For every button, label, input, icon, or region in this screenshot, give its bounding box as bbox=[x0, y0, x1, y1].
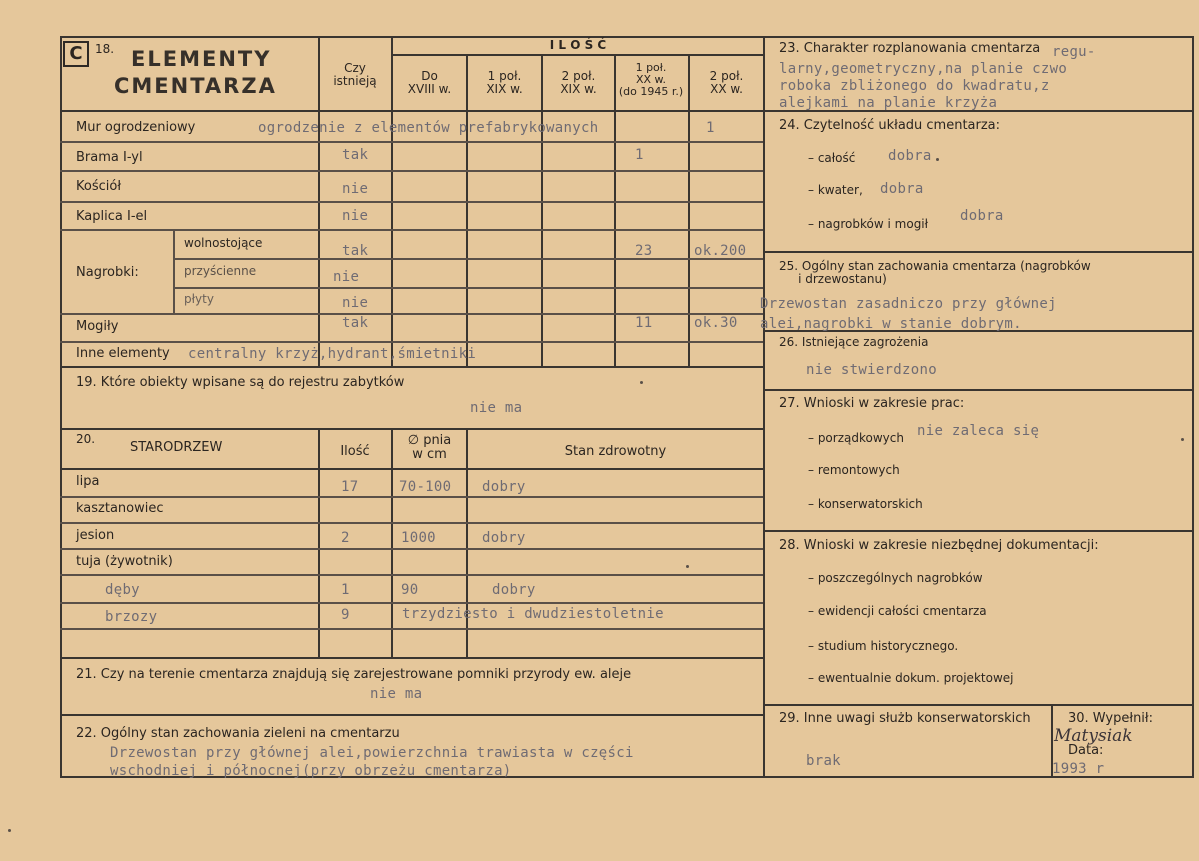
tree-name: kasztanowiec bbox=[76, 501, 164, 516]
col-xx-2: 2 poł. XX w. bbox=[709, 69, 744, 97]
title-line2: CMENTARZA bbox=[114, 74, 277, 98]
section-letter-box: C bbox=[63, 41, 89, 67]
s25-line2: alei,nagrobki w stanie dobrym. bbox=[760, 316, 1022, 332]
rule bbox=[466, 54, 468, 366]
col-xix-1: 1 poł. XIX w. bbox=[486, 69, 523, 97]
speck bbox=[640, 381, 643, 384]
rule bbox=[466, 428, 468, 658]
row-przy-exists: nie bbox=[333, 269, 360, 285]
s28-label: 28. Wnioski w zakresie niezbędnej dokumentacji: bbox=[779, 538, 1099, 553]
s24-calosc: – całość bbox=[808, 151, 856, 165]
s29-label: 29. Inne uwagi służb konserwatorskich bbox=[779, 711, 1031, 726]
rule bbox=[688, 54, 690, 366]
row-przy-label: przyścienne bbox=[184, 264, 257, 278]
rule bbox=[60, 141, 763, 143]
rule bbox=[60, 602, 763, 604]
s30-date: 1993 r bbox=[1052, 761, 1105, 777]
s27-label: 27. Wnioski w zakresie prac: bbox=[779, 396, 965, 411]
row-wolno-xx2: ok.200 bbox=[694, 243, 747, 259]
s27-porzadkowych-value: nie zaleca się bbox=[917, 423, 1040, 439]
rule bbox=[1192, 36, 1194, 778]
tree-name: tuja (żywotnik) bbox=[76, 554, 173, 569]
rule bbox=[60, 522, 763, 524]
row-wolno-exists: tak bbox=[342, 243, 369, 259]
tree-dia: 90 bbox=[401, 582, 419, 598]
s19-value: nie ma bbox=[470, 400, 523, 416]
speck bbox=[8, 829, 11, 832]
tree-dia: 1000 bbox=[401, 530, 436, 546]
row-mur-label: Mur ogrodzeniowy bbox=[76, 120, 196, 135]
row-wolno-label: wolnostojące bbox=[184, 236, 263, 250]
s24-kwater-value: dobra bbox=[880, 181, 924, 197]
rule bbox=[60, 366, 763, 368]
rule bbox=[60, 229, 763, 231]
s20-col-ilosc: Ilość bbox=[340, 444, 370, 459]
s23-line1: regu- bbox=[1052, 44, 1096, 60]
row-plyty-exists: nie bbox=[342, 295, 369, 311]
s24-calosc-value: dobra bbox=[888, 148, 932, 164]
rule bbox=[60, 110, 763, 112]
tree-name: lipa bbox=[76, 474, 100, 489]
s30-date-label: Data: bbox=[1068, 743, 1104, 758]
tree-name: jesion bbox=[76, 528, 115, 543]
rule bbox=[60, 496, 763, 498]
tree-state: dobry bbox=[482, 479, 526, 495]
s24-kwater: – kwater, bbox=[808, 183, 863, 197]
rule bbox=[60, 36, 1194, 38]
rule bbox=[541, 54, 543, 366]
tree-name: dęby bbox=[105, 582, 140, 598]
rule bbox=[60, 36, 62, 778]
title-line1: ELEMENTY bbox=[131, 47, 272, 71]
section-number: 18. bbox=[95, 42, 115, 56]
s20-number: 20. bbox=[76, 432, 96, 446]
tree-qty: 9 bbox=[341, 607, 350, 623]
row-mogily-label: Mogiły bbox=[76, 319, 119, 334]
rule bbox=[763, 36, 765, 778]
row-wolno-xx1: 23 bbox=[635, 243, 653, 259]
col-exists: Czy istnieją bbox=[333, 61, 377, 89]
s24-nagrobkow-value: dobra bbox=[960, 208, 1004, 224]
signature: Matysiak bbox=[1054, 726, 1133, 746]
rule bbox=[318, 428, 320, 658]
s23-line2: larny,geometryczny,na planie czwo bbox=[779, 61, 1068, 77]
s25-label: 25. Ogólny stan zachowania cmentarza (nagrobków i drzewostanu) bbox=[779, 259, 1091, 286]
rule bbox=[391, 54, 763, 56]
s26-label: 26. Istniejące zagrożenia bbox=[779, 335, 929, 349]
s26-value: nie stwierdzono bbox=[806, 362, 937, 378]
row-mur-value: ogrodzenie z elementów prefabrykowanych bbox=[258, 120, 599, 136]
tree-qty: 1 bbox=[341, 582, 350, 598]
rule bbox=[60, 657, 763, 659]
row-kosciol-exists: nie bbox=[342, 181, 369, 197]
rule bbox=[173, 287, 763, 289]
rule bbox=[60, 201, 763, 203]
rule bbox=[60, 313, 763, 315]
tree-name: brzozy bbox=[105, 609, 158, 625]
s20-col-stan: Stan zdrowotny bbox=[564, 444, 667, 459]
s20-col-pnia: ∅ pnia w cm bbox=[407, 433, 452, 463]
s23-label: 23. Charakter rozplanowania cmentarza bbox=[779, 41, 1041, 56]
row-inne-label: Inne elementy bbox=[76, 346, 170, 361]
s27-remontowych: – remontowych bbox=[808, 463, 900, 477]
rule bbox=[763, 704, 1194, 706]
col-xix-2: 2 poł. XIX w. bbox=[560, 69, 597, 97]
rule bbox=[763, 251, 1194, 253]
s23-line4: alejkami na planie krzyża bbox=[779, 95, 998, 111]
s27-porzadkowych: – porządkowych bbox=[808, 431, 904, 445]
s24-label: 24. Czytelność układu cmentarza: bbox=[779, 118, 1001, 133]
rule bbox=[173, 229, 175, 313]
s22-line1: Drzewostan przy głównej alei,powierzchnia trawiasta w części bbox=[110, 745, 634, 761]
rule bbox=[60, 714, 763, 716]
rule bbox=[60, 170, 763, 172]
rule bbox=[173, 258, 763, 260]
row-mogily-xx2: ok.30 bbox=[694, 315, 738, 331]
speck bbox=[1181, 438, 1184, 441]
rule bbox=[60, 468, 763, 470]
s27-konserwatorskich: – konserwatorskich bbox=[808, 497, 923, 511]
s25-line1: Drzewostan zasadniczo przy głównej bbox=[760, 296, 1057, 312]
s21-value: nie ma bbox=[370, 686, 423, 702]
row-kosciol-label: Kościół bbox=[76, 179, 122, 194]
tree-state: dobry bbox=[492, 582, 536, 598]
s21-label: 21. Czy na terenie cmentarza znajdują się zarejestrowane pomniki przyrody ew. aleje bbox=[76, 667, 632, 682]
rule bbox=[60, 574, 763, 576]
row-brama-exists: tak bbox=[342, 147, 369, 163]
s24-nagrobkow: – nagrobków i mogił bbox=[808, 217, 929, 231]
s19-label: 19. Które obiekty wpisane są do rejestru zabytków bbox=[76, 375, 405, 390]
rule bbox=[763, 530, 1194, 532]
row-kaplica-label: Kaplica I-el bbox=[76, 209, 148, 224]
s20-title: STARODRZEW bbox=[130, 440, 223, 455]
rule bbox=[60, 428, 763, 430]
s28-item: – ewidencji całości cmentarza bbox=[808, 604, 987, 618]
row-kaplica-exists: nie bbox=[342, 208, 369, 224]
s22-line2: wschodniej i północnej(przy obrzeżu cmentarza) bbox=[110, 763, 512, 779]
s30-label: 30. Wypełnił: bbox=[1068, 711, 1153, 726]
col-xviii: Do XVIII w. bbox=[407, 69, 452, 97]
row-nagrobki-label: Nagrobki: bbox=[76, 265, 139, 280]
row-inne-value: centralny krzyż,hydrant,śmietniki bbox=[188, 346, 477, 362]
rule bbox=[763, 389, 1194, 391]
speck bbox=[936, 158, 939, 161]
s23-line3: roboka zbliżonego do kwadratu,z bbox=[779, 78, 1050, 94]
col-xx-1: 1 poł. XX w. (do 1945 r.) bbox=[618, 61, 684, 99]
row-mur-xx2: 1 bbox=[706, 120, 715, 136]
rule bbox=[60, 341, 763, 343]
row-brama-xx1: 1 bbox=[635, 147, 644, 163]
row-brama-label: Brama I-yl bbox=[76, 150, 143, 165]
tree-qty: 17 bbox=[341, 479, 359, 495]
s28-item: – poszczególnych nagrobków bbox=[808, 571, 983, 585]
row-mogily-exists: tak bbox=[342, 315, 369, 331]
col-ilosc: I L O Ś Ć bbox=[549, 38, 607, 52]
speck bbox=[686, 565, 689, 568]
row-plyty-label: płyty bbox=[184, 292, 214, 306]
s28-item: – ewentualnie dokum. projektowej bbox=[808, 671, 1014, 685]
tree-dia: trzydziesto i dwudziestoletnie bbox=[402, 606, 664, 622]
rule bbox=[60, 628, 763, 630]
s29-value: brak bbox=[806, 753, 841, 769]
s28-item: – studium historycznego. bbox=[808, 639, 959, 653]
tree-state: dobry bbox=[482, 530, 526, 546]
rule bbox=[614, 54, 616, 366]
s22-label: 22. Ogólny stan zachowania zieleni na cmentarzu bbox=[76, 726, 400, 741]
row-mogily-xx1: 11 bbox=[635, 315, 653, 331]
rule bbox=[60, 548, 763, 550]
tree-dia: 70-100 bbox=[399, 479, 452, 495]
tree-qty: 2 bbox=[341, 530, 350, 546]
